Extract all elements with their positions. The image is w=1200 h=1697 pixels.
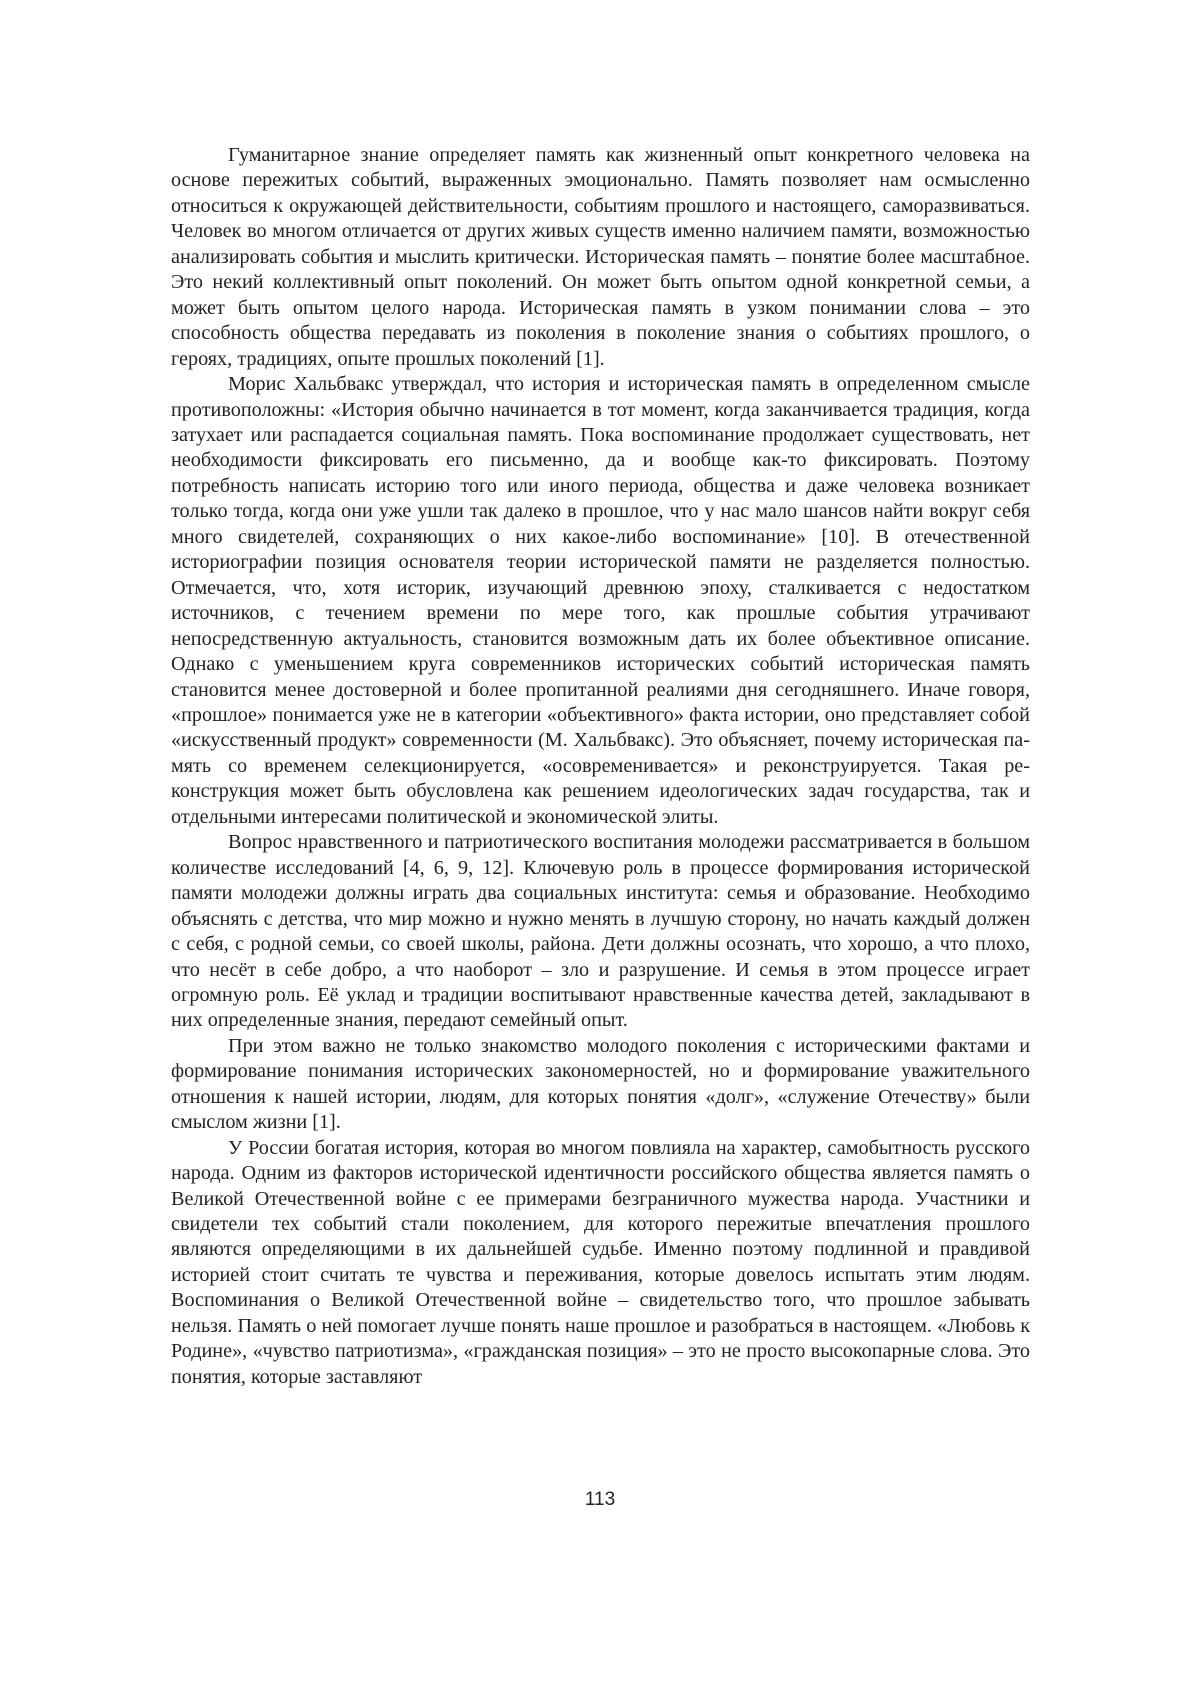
page-number: 113: [584, 1489, 616, 1510]
body-text: [171, 143, 1030, 1390]
paragraph-1: Гуманитарное знание определяет память как жизненный опыт конкретного человека на основе пережитых событий, выраженных эмоционально. Память позволяет нам осмысленно относиться к окружающей действительности, событиям прошлого и настоящего, саморазвиваться. Человек во многом отличается от других живых существ именно наличием памяти, возможностью анализировать события и мыслить критически. Историческая память – понятие более масштабное. Это некий коллективный опыт поколений. Он может быть опытом одной конкретной семьи, а может быть опытом целого народа. Историческая память в узком понимании слова – это способность общества передавать из поколения в поколение знания о событиях прошлого, о героях, традициях, опыте прошлых поколений [1].: [171, 144, 1030, 370]
paragraph-5: У России богатая история, которая во многом повлияла на характер, самобытность русского народа. Одним из факторов исторической идентичности российского общества является память о Великой Отечественной войне с ее примерами безграничного мужества народа. Участники и свидетели тех событий стали поколением, для которого пережитые впечатления прошлого являются определяющими в их дальнейшей судьбе. Именно поэтому подлинной и правдивой историей стоит считать те чувства и переживания, которые довелось испытать этим людям. Воспоминания о Великой Отечественной войне – свидетельство того, что прошлое забывать нельзя. Память о ней помогает лучше понять наше прошлое и разобраться в настоящем. «Любовь к Родине», «чувство патриотизма», «гражданская позиция» – это не просто высокопарные слова. Это понятия, которые заставляют: [171, 1136, 1030, 1388]
paragraph-3: Вопрос нравственного и патриотического воспитания молодежи рассматривается в большом количестве исследований [4, 6, 9, 12]. Ключевую роль в процессе формирования исторической памяти молодежи должны играть два социальных института: семья и образование. Необходимо объяснять с детства, что мир можно и нужно менять в лучшую сторону, но начать каждый должен с себя, с родной семьи, со своей школы, района. Дети должны осознать, что хорошо, а что плохо, что несёт в себе добро, а что наоборот – зло и разрушение. И семья в этом процессе играет огромную роль. Её уклад и традиции воспитывают нравственные качества детей, закладывают в них определенные знания, передают семейный опыт.: [171, 831, 1030, 1032]
paragraph-2: Морис Хальбвакс утверждал, что история и историческая память в определенном смысле противоположны: «История обычно начинается в тот момент, когда заканчивается традиция, когда затухает или распадается социальная память. Пока воспоминание продолжает существовать, нет необходимости фиксировать его письменно, да и вообще как-то фиксировать. Поэтому потребность написать историю того или иного периода, общества и даже человека возникает только тогда, когда они уже ушли так далеко в прошлое, что у нас мало шансов найти вокруг себя много свидетелей, сохраняющих о них какое-либо воспоминание» [10]. В отечественной историографии позиция основателя теории исторической памяти не разделяется полностью. Отмечается, что, хотя историк, изучающий древнюю эпоху, сталкивается с недостатком источников, с течением времени по мере того, как прошлые события утрачивают непосредственную актуальность, становится возможным дать их более объективное описание. Однако с уменьшением круга современников исторических событий историческая память становится менее достоверной и более пропитанной реалиями дня сегодняшнего. Иначе говоря, «прошлое» понимается уже не в категории «объективного» факта истории, оно представляет собой «искусственный продукт» современности (М. Хальбвакс). Это объясняет, почему историческая память со временем селекционируется, «осовременивается» и реконструируется. Такая реконструкция может быть обусловлена как решением идеологических задач государства, так и отдельными интересами политической и экономической элиты.: [171, 373, 1030, 828]
paragraph-4: При этом важно не только знакомство молодого поколения с историческими фактами и формирование понимания исторических закономерностей, но и формирование уважительного отношения к нашей истории, людям, для которых понятия «долг», «служение Отечеству» были смыслом жизни [1].: [171, 1034, 1030, 1134]
